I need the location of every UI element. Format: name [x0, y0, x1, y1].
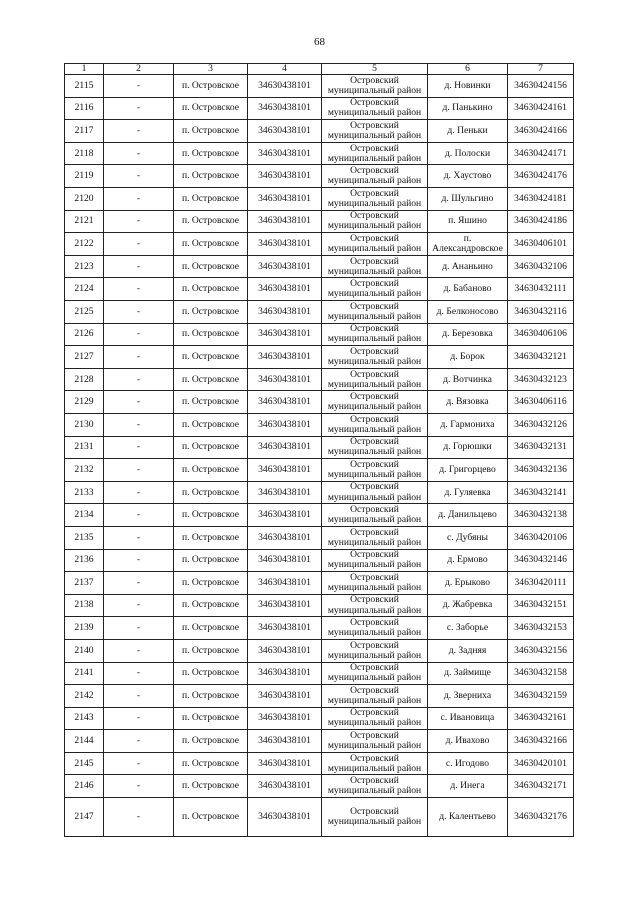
- settlement-cell: п. Островское: [174, 707, 248, 730]
- empty-dash-cell: -: [104, 255, 174, 278]
- table-row: [65, 301, 574, 324]
- locality-code-cell: 34630424166: [508, 120, 574, 143]
- district-cell: Островский муниципальный район: [322, 775, 428, 798]
- table-row: [65, 120, 574, 143]
- locality-cell: д. Вотчинка: [428, 368, 508, 391]
- row-number-cell: 2143: [65, 707, 104, 730]
- table-row: [65, 413, 574, 436]
- locality-cell: д. Березовка: [428, 323, 508, 346]
- table-row: [65, 75, 574, 98]
- locality-cell: д. Займище: [428, 662, 508, 685]
- locality-code-cell: 34630424176: [508, 165, 574, 188]
- locality-cell: д. Борок: [428, 346, 508, 369]
- column-number: 5: [322, 64, 428, 75]
- table-row: [65, 707, 574, 730]
- oktmo-code-cell: 34630438101: [248, 436, 322, 459]
- settlement-cell: п. Островское: [174, 233, 248, 256]
- oktmo-code-cell: 34630438101: [248, 572, 322, 595]
- oktmo-code-cell: 34630438101: [248, 75, 322, 98]
- empty-dash-cell: -: [104, 730, 174, 753]
- table-row: [65, 165, 574, 188]
- locality-cell: д. Бабаново: [428, 278, 508, 301]
- locality-code-cell: 34630424171: [508, 142, 574, 165]
- table-row: [65, 459, 574, 482]
- district-cell: Островский муниципальный район: [322, 188, 428, 211]
- district-cell: Островский муниципальный район: [322, 323, 428, 346]
- district-cell: Островский муниципальный район: [322, 142, 428, 165]
- district-cell: Островский муниципальный район: [322, 233, 428, 256]
- empty-dash-cell: -: [104, 549, 174, 572]
- column-number-row: [65, 64, 574, 75]
- settlement-cell: п. Островское: [174, 572, 248, 595]
- oktmo-code-cell: 34630438101: [248, 368, 322, 391]
- empty-dash-cell: -: [104, 75, 174, 98]
- locality-cell: д. Горюшки: [428, 436, 508, 459]
- settlement-cell: п. Островское: [174, 685, 248, 708]
- column-number: 7: [508, 64, 574, 75]
- row-number-cell: 2138: [65, 594, 104, 617]
- locality-cell: д. Пеньки: [428, 120, 508, 143]
- district-cell: Островский муниципальный район: [322, 481, 428, 504]
- locality-code-cell: 34630432141: [508, 481, 574, 504]
- settlement-cell: п. Островское: [174, 323, 248, 346]
- settlement-cell: п. Островское: [174, 97, 248, 120]
- locality-code-cell: 34630432161: [508, 707, 574, 730]
- settlement-cell: п. Островское: [174, 798, 248, 837]
- settlement-cell: п. Островское: [174, 368, 248, 391]
- row-number-cell: 2121: [65, 210, 104, 233]
- settlement-cell: п. Островское: [174, 662, 248, 685]
- locality-code-cell: 34630432131: [508, 436, 574, 459]
- settlement-cell: п. Островское: [174, 120, 248, 143]
- locality-code-cell: 34630432171: [508, 775, 574, 798]
- district-cell: Островский муниципальный район: [322, 572, 428, 595]
- row-number-cell: 2128: [65, 368, 104, 391]
- table-row: [65, 255, 574, 278]
- row-number-cell: 2139: [65, 617, 104, 640]
- settlement-cell: п. Островское: [174, 526, 248, 549]
- table-row: [65, 572, 574, 595]
- settlement-cell: п. Островское: [174, 346, 248, 369]
- column-number: 3: [174, 64, 248, 75]
- row-number-cell: 2118: [65, 142, 104, 165]
- table-row: [65, 436, 574, 459]
- table-row: [65, 798, 574, 837]
- district-cell: Островский муниципальный район: [322, 346, 428, 369]
- locality-code-cell: 34630432153: [508, 617, 574, 640]
- locality-cell: с. Ивановица: [428, 707, 508, 730]
- oktmo-code-cell: 34630438101: [248, 255, 322, 278]
- row-number-cell: 2131: [65, 436, 104, 459]
- page-number: 68: [314, 36, 325, 48]
- table-row: [65, 752, 574, 775]
- district-cell: Островский муниципальный район: [322, 368, 428, 391]
- row-number-cell: 2119: [65, 165, 104, 188]
- locality-code-cell: 34630432136: [508, 459, 574, 482]
- locality-code-cell: 34630424156: [508, 75, 574, 98]
- locality-code-cell: 34630424181: [508, 188, 574, 211]
- table-row: [65, 775, 574, 798]
- row-number-cell: 2136: [65, 549, 104, 572]
- empty-dash-cell: -: [104, 798, 174, 837]
- locality-code-cell: 34630406106: [508, 323, 574, 346]
- locality-cell: д. Панькино: [428, 97, 508, 120]
- table-row: [65, 188, 574, 211]
- locality-cell: д. Задняя: [428, 639, 508, 662]
- locality-cell: д. Ерыково: [428, 572, 508, 595]
- oktmo-code-cell: 34630438101: [248, 685, 322, 708]
- empty-dash-cell: -: [104, 391, 174, 414]
- locality-code-cell: 34630406101: [508, 233, 574, 256]
- locality-code-cell: 34630424161: [508, 97, 574, 120]
- settlement-cell: п. Островское: [174, 549, 248, 572]
- settlement-cell: п. Островское: [174, 752, 248, 775]
- oktmo-code-cell: 34630438101: [248, 165, 322, 188]
- locality-code-cell: 34630406116: [508, 391, 574, 414]
- district-cell: Островский муниципальный район: [322, 685, 428, 708]
- oktmo-code-cell: 34630438101: [248, 301, 322, 324]
- locality-cell: д. Григорцево: [428, 459, 508, 482]
- locality-cell: с. Дубяны: [428, 526, 508, 549]
- district-cell: Островский муниципальный район: [322, 459, 428, 482]
- locality-cell: д. Полоски: [428, 142, 508, 165]
- locality-cell: д. Ивахово: [428, 730, 508, 753]
- settlement-cell: п. Островское: [174, 481, 248, 504]
- district-cell: Островский муниципальный район: [322, 798, 428, 837]
- table-row: [65, 504, 574, 527]
- empty-dash-cell: -: [104, 481, 174, 504]
- table-row: [65, 210, 574, 233]
- row-number-cell: 2115: [65, 75, 104, 98]
- oktmo-code-cell: 34630438101: [248, 323, 322, 346]
- empty-dash-cell: -: [104, 210, 174, 233]
- locality-code-cell: 34630424186: [508, 210, 574, 233]
- row-number-cell: 2130: [65, 413, 104, 436]
- settlement-cell: п. Островское: [174, 301, 248, 324]
- column-number: 2: [104, 64, 174, 75]
- district-cell: Островский муниципальный район: [322, 526, 428, 549]
- district-cell: Островский муниципальный район: [322, 165, 428, 188]
- empty-dash-cell: -: [104, 526, 174, 549]
- district-cell: Островский муниципальный район: [322, 730, 428, 753]
- locality-cell: д. Белконосово: [428, 301, 508, 324]
- empty-dash-cell: -: [104, 617, 174, 640]
- locality-cell: с. Игодово: [428, 752, 508, 775]
- table-row: [65, 685, 574, 708]
- table-row: [65, 662, 574, 685]
- district-cell: Островский муниципальный район: [322, 75, 428, 98]
- district-cell: Островский муниципальный район: [322, 120, 428, 143]
- district-cell: Островский муниципальный район: [322, 617, 428, 640]
- locality-cell: д. Данильцево: [428, 504, 508, 527]
- settlement-cell: п. Островское: [174, 775, 248, 798]
- oktmo-code-cell: 34630438101: [248, 210, 322, 233]
- empty-dash-cell: -: [104, 233, 174, 256]
- locality-cell: с. Заборье: [428, 617, 508, 640]
- locality-cell: п. Александровское: [428, 233, 508, 256]
- oktmo-code-cell: 34630438101: [248, 617, 322, 640]
- settlement-cell: п. Островское: [174, 413, 248, 436]
- empty-dash-cell: -: [104, 459, 174, 482]
- empty-dash-cell: -: [104, 775, 174, 798]
- settlement-cell: п. Островское: [174, 639, 248, 662]
- locality-cell: д. Жабревка: [428, 594, 508, 617]
- locality-code-cell: 34630432111: [508, 278, 574, 301]
- oktmo-code-cell: 34630438101: [248, 233, 322, 256]
- oktmo-code-cell: 34630438101: [248, 346, 322, 369]
- locality-cell: д. Шульгино: [428, 188, 508, 211]
- locality-cell: д. Калентьево: [428, 798, 508, 837]
- empty-dash-cell: -: [104, 662, 174, 685]
- locality-code-cell: 34630432126: [508, 413, 574, 436]
- settlement-cell: п. Островское: [174, 188, 248, 211]
- settlement-cell: п. Островское: [174, 730, 248, 753]
- row-number-cell: 2146: [65, 775, 104, 798]
- locality-code-cell: 34630432166: [508, 730, 574, 753]
- table-row: [65, 323, 574, 346]
- oktmo-code-cell: 34630438101: [248, 594, 322, 617]
- oktmo-code-cell: 34630438101: [248, 549, 322, 572]
- oktmo-code-cell: 34630438101: [248, 798, 322, 837]
- table-row: [65, 526, 574, 549]
- district-cell: Островский муниципальный район: [322, 549, 428, 572]
- table-row: [65, 97, 574, 120]
- oktmo-code-cell: 34630438101: [248, 752, 322, 775]
- empty-dash-cell: -: [104, 346, 174, 369]
- empty-dash-cell: -: [104, 504, 174, 527]
- locality-cell: д. Ермово: [428, 549, 508, 572]
- row-number-cell: 2124: [65, 278, 104, 301]
- locality-code-cell: 34630432176: [508, 798, 574, 837]
- district-cell: Островский муниципальный район: [322, 639, 428, 662]
- table-row: [65, 730, 574, 753]
- table-row: [65, 481, 574, 504]
- empty-dash-cell: -: [104, 97, 174, 120]
- settlement-cell: п. Островское: [174, 617, 248, 640]
- table-row: [65, 391, 574, 414]
- empty-dash-cell: -: [104, 436, 174, 459]
- table-row: [65, 549, 574, 572]
- row-number-cell: 2142: [65, 685, 104, 708]
- locality-cell: д. Гармониха: [428, 413, 508, 436]
- locality-cell: д. Зверниха: [428, 685, 508, 708]
- locality-cell: д. Вязовка: [428, 391, 508, 414]
- settlement-cell: п. Островское: [174, 142, 248, 165]
- locality-code-cell: 34630432159: [508, 685, 574, 708]
- table-row: [65, 233, 574, 256]
- empty-dash-cell: -: [104, 368, 174, 391]
- settlement-cell: п. Островское: [174, 278, 248, 301]
- settlement-cell: п. Островское: [174, 459, 248, 482]
- row-number-cell: 2127: [65, 346, 104, 369]
- row-number-cell: 2123: [65, 255, 104, 278]
- settlement-cell: п. Островское: [174, 210, 248, 233]
- settlement-cell: п. Островское: [174, 255, 248, 278]
- empty-dash-cell: -: [104, 594, 174, 617]
- row-number-cell: 2117: [65, 120, 104, 143]
- column-number: 6: [428, 64, 508, 75]
- table-body: [65, 75, 574, 837]
- empty-dash-cell: -: [104, 572, 174, 595]
- column-number: 4: [248, 64, 322, 75]
- locality-code-cell: 34630432156: [508, 639, 574, 662]
- row-number-cell: 2126: [65, 323, 104, 346]
- row-number-cell: 2147: [65, 798, 104, 837]
- locality-cell: п. Яшино: [428, 210, 508, 233]
- district-cell: Островский муниципальный район: [322, 752, 428, 775]
- district-cell: Островский муниципальный район: [322, 436, 428, 459]
- row-number-cell: 2137: [65, 572, 104, 595]
- row-number-cell: 2133: [65, 481, 104, 504]
- locality-code-cell: 34630432138: [508, 504, 574, 527]
- district-cell: Островский муниципальный район: [322, 594, 428, 617]
- empty-dash-cell: -: [104, 639, 174, 662]
- locality-code-cell: 34630432121: [508, 346, 574, 369]
- row-number-cell: 2144: [65, 730, 104, 753]
- row-number-cell: 2132: [65, 459, 104, 482]
- empty-dash-cell: -: [104, 120, 174, 143]
- row-number-cell: 2120: [65, 188, 104, 211]
- district-cell: Островский муниципальный район: [322, 97, 428, 120]
- locality-code-cell: 34630432158: [508, 662, 574, 685]
- locality-cell: д. Новинки: [428, 75, 508, 98]
- oktmo-code-cell: 34630438101: [248, 504, 322, 527]
- empty-dash-cell: -: [104, 752, 174, 775]
- table-row: [65, 617, 574, 640]
- district-cell: Островский муниципальный район: [322, 413, 428, 436]
- empty-dash-cell: -: [104, 685, 174, 708]
- empty-dash-cell: -: [104, 707, 174, 730]
- row-number-cell: 2134: [65, 504, 104, 527]
- district-cell: Островский муниципальный район: [322, 278, 428, 301]
- empty-dash-cell: -: [104, 165, 174, 188]
- locality-code-cell: 34630432123: [508, 368, 574, 391]
- empty-dash-cell: -: [104, 188, 174, 211]
- locality-code-cell: 34630432146: [508, 549, 574, 572]
- table-row: [65, 639, 574, 662]
- row-number-cell: 2140: [65, 639, 104, 662]
- district-cell: Островский муниципальный район: [322, 210, 428, 233]
- settlement-cell: п. Островское: [174, 391, 248, 414]
- oktmo-code-cell: 34630438101: [248, 481, 322, 504]
- empty-dash-cell: -: [104, 301, 174, 324]
- settlement-cell: п. Островское: [174, 436, 248, 459]
- table-row: [65, 142, 574, 165]
- oktmo-code-cell: 34630438101: [248, 188, 322, 211]
- settlement-cell: п. Островское: [174, 594, 248, 617]
- table-row: [65, 278, 574, 301]
- locality-code-cell: 34630420111: [508, 572, 574, 595]
- oktmo-code-cell: 34630438101: [248, 707, 322, 730]
- empty-dash-cell: -: [104, 142, 174, 165]
- column-number: 1: [65, 64, 104, 75]
- empty-dash-cell: -: [104, 278, 174, 301]
- row-number-cell: 2135: [65, 526, 104, 549]
- row-number-cell: 2141: [65, 662, 104, 685]
- row-number-cell: 2116: [65, 97, 104, 120]
- row-number-cell: 2125: [65, 301, 104, 324]
- district-cell: Островский муниципальный район: [322, 707, 428, 730]
- oktmo-code-cell: 34630438101: [248, 459, 322, 482]
- locality-cell: д. Хаустово: [428, 165, 508, 188]
- empty-dash-cell: -: [104, 323, 174, 346]
- table-row: [65, 594, 574, 617]
- district-cell: Островский муниципальный район: [322, 662, 428, 685]
- locality-code-cell: 34630432106: [508, 255, 574, 278]
- settlement-cell: п. Островское: [174, 165, 248, 188]
- oktmo-code-cell: 34630438101: [248, 278, 322, 301]
- district-cell: Островский муниципальный район: [322, 504, 428, 527]
- district-cell: Островский муниципальный район: [322, 255, 428, 278]
- locality-code-cell: 34630432116: [508, 301, 574, 324]
- locality-cell: д. Ананьино: [428, 255, 508, 278]
- row-number-cell: 2122: [65, 233, 104, 256]
- settlement-cell: п. Островское: [174, 504, 248, 527]
- oktmo-code-cell: 34630438101: [248, 662, 322, 685]
- oktmo-code-cell: 34630438101: [248, 97, 322, 120]
- oktmo-code-cell: 34630438101: [248, 142, 322, 165]
- empty-dash-cell: -: [104, 413, 174, 436]
- oktmo-code-cell: 34630438101: [248, 413, 322, 436]
- district-cell: Островский муниципальный район: [322, 391, 428, 414]
- oktmo-code-cell: 34630438101: [248, 730, 322, 753]
- settlement-cell: п. Островское: [174, 75, 248, 98]
- oktmo-code-cell: 34630438101: [248, 775, 322, 798]
- oktmo-code-cell: 34630438101: [248, 391, 322, 414]
- oktmo-code-cell: 34630438101: [248, 120, 322, 143]
- locality-code-cell: 34630432151: [508, 594, 574, 617]
- locality-code-cell: 34630420106: [508, 526, 574, 549]
- oktmo-code-cell: 34630438101: [248, 526, 322, 549]
- table-row: [65, 368, 574, 391]
- oktmo-code-cell: 34630438101: [248, 639, 322, 662]
- district-cell: Островский муниципальный район: [322, 301, 428, 324]
- settlements-table: [64, 63, 574, 837]
- locality-cell: д. Инега: [428, 775, 508, 798]
- locality-cell: д. Гуляевка: [428, 481, 508, 504]
- locality-code-cell: 34630420101: [508, 752, 574, 775]
- table-row: [65, 346, 574, 369]
- row-number-cell: 2145: [65, 752, 104, 775]
- row-number-cell: 2129: [65, 391, 104, 414]
